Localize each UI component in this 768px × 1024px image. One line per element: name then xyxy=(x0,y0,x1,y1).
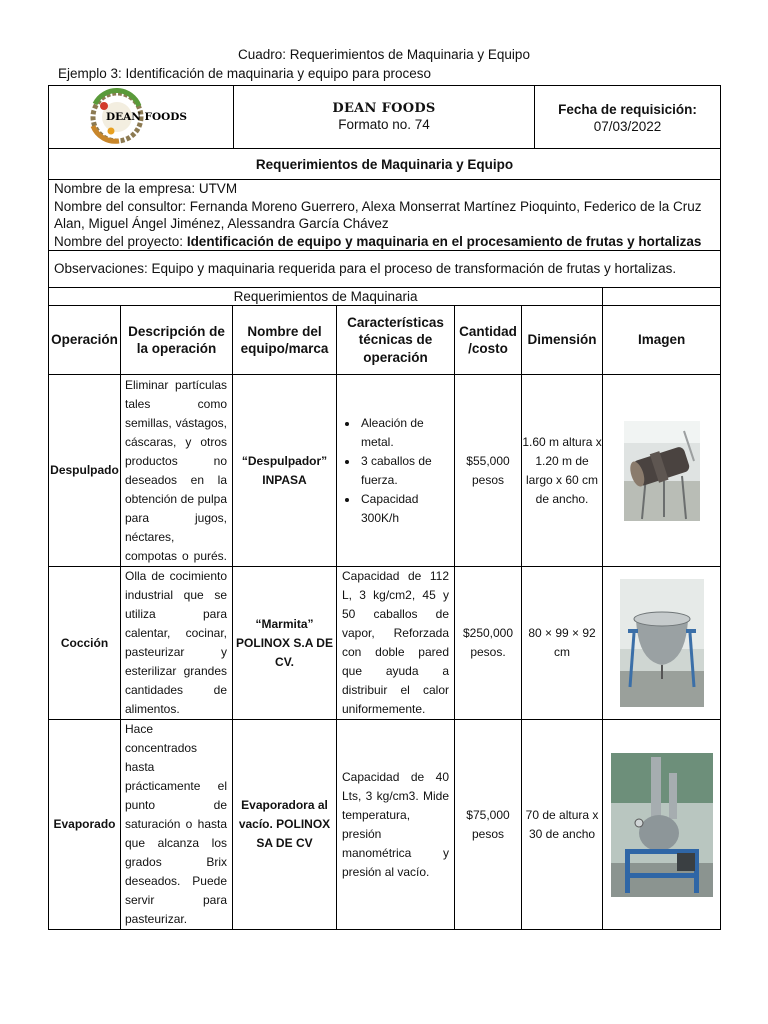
description-cell xyxy=(121,567,233,720)
col-header-specs: Características técnicas de operación xyxy=(337,306,455,375)
specs-list xyxy=(337,414,454,528)
column-header-row xyxy=(49,306,721,375)
company-name: DEAN FOODS xyxy=(332,101,436,116)
dimension-cell: 1.60 m altura x 1.20 m de largo x 60 cm de ancho. xyxy=(522,375,603,567)
table-row xyxy=(49,567,721,720)
logo-cell xyxy=(49,86,234,149)
operation-cell: Evaporado xyxy=(49,720,121,930)
col-header-cost: Cantidad /costo xyxy=(455,306,522,375)
date-label: Fecha de requisición: xyxy=(558,102,697,117)
format-number: Formato no. 74 xyxy=(338,117,430,132)
machinery-table xyxy=(48,287,721,930)
col-header-description: Descripción de la operación xyxy=(121,306,233,375)
dean-foods-logo xyxy=(49,86,234,148)
company-line: Nombre de la empresa: UTVM xyxy=(54,181,238,196)
specs-text: Capacidad de 40 Lts, 3 kg/cm3. Mide temperatura, presión manométrica y presión al vacío. xyxy=(342,769,449,879)
marmita-photo xyxy=(620,579,704,707)
image-cell xyxy=(603,720,721,930)
info-block xyxy=(49,180,721,251)
cost-cell: $250,000 pesos. xyxy=(455,567,522,720)
operation-cell: Cocción xyxy=(49,567,121,720)
equipment-cell: “Despulpador” INPASA xyxy=(233,375,337,567)
description-text: Eliminar partículas tales como semillas, vástagos, cáscaras, y otros productos no deseados en la obtención de pulpa para jugos, néctares, compotas o purés. xyxy=(125,377,227,563)
specs-text: Capacidad de 112 L, 3 kg/cm2, 45 y 50 caballos de vapor, Reforzada con doble pared que ayuda a distribuir el calor uniformemente. xyxy=(342,569,449,716)
cost-cell: $75,000 pesos xyxy=(455,720,522,930)
table-row xyxy=(49,720,721,930)
table-row xyxy=(49,375,721,567)
date-cell xyxy=(535,86,721,149)
section-title: Requerimientos de Maquinaria y Equipo xyxy=(49,149,721,180)
spec-item: • 3 caballos de fuerza. xyxy=(359,452,454,490)
col-header-image: Imagen xyxy=(603,306,721,375)
header-table xyxy=(48,85,721,288)
image-cell xyxy=(603,375,721,567)
dimension-cell: 80 × 99 × 92 cm xyxy=(522,567,603,720)
consultant-line: Nombre del consultor: Fernanda Moreno Guerrero, Alexa Monserrat Martínez Pioquinto, Federico de la Cruz Alan, Miguel Ángel Jiménez, Alessandra García Chávez xyxy=(54,198,702,231)
image-cell xyxy=(603,567,721,720)
col-header-operation: Operación xyxy=(49,306,121,375)
caption-example: Ejemplo 3: Identificación de maquinaria y equipo para proceso xyxy=(58,66,431,81)
project-name: Identificación de equipo y maquinaria en el procesamiento de frutas y hortalizas xyxy=(186,233,702,249)
specs-cell xyxy=(337,567,455,720)
operation-cell: Despulpado xyxy=(49,375,121,567)
equipment-cell: “Marmita” POLINOX S.A DE CV. xyxy=(233,567,337,720)
observations-cell xyxy=(49,251,721,288)
col-header-equipment: Nombre del equipo/marca xyxy=(233,306,337,375)
company-cell xyxy=(234,86,535,149)
evaporadora-photo xyxy=(611,753,713,897)
description-cell xyxy=(121,375,233,567)
observations-text: Observaciones: Equipo y maquinaria requerida para el proceso de transformación de frutas y hortalizas. xyxy=(54,261,677,277)
machinery-title-blank xyxy=(603,288,721,306)
machinery-title: Requerimientos de Maquinaria xyxy=(49,288,603,306)
spec-item: • Aleación de metal. xyxy=(359,414,454,452)
col-header-dimension: Dimensión xyxy=(522,306,603,375)
description-text: Hace concentrados hasta prácticamente el punto de saturación o hasta que alcanza los grados Brix deseados. Puede servir para pasteurizar. xyxy=(125,722,227,926)
description-text: Olla de cocimiento industrial que se utiliza para calentar, cocinar, pasteurizar y esterilizar grandes cantidades de alimentos. xyxy=(125,569,227,716)
despulpadora-photo xyxy=(624,421,700,521)
specs-cell xyxy=(337,375,455,567)
project-label: Nombre del proyecto: xyxy=(54,233,187,249)
specs-cell xyxy=(337,720,455,930)
caption-title: Cuadro: Requerimientos de Maquinaria y Equipo xyxy=(238,47,530,62)
project-line xyxy=(54,233,715,251)
spec-item: • Capacidad 300K/h xyxy=(359,490,454,528)
date-value: 07/03/2022 xyxy=(593,119,662,134)
logo-text: DEAN FOODS xyxy=(106,111,187,123)
description-cell xyxy=(121,720,233,930)
dimension-cell: 70 de altura x 30 de ancho xyxy=(522,720,603,930)
equipment-cell: Evaporadora al vacío. POLINOX SA DE CV xyxy=(233,720,337,930)
cost-cell: $55,000 pesos xyxy=(455,375,522,567)
